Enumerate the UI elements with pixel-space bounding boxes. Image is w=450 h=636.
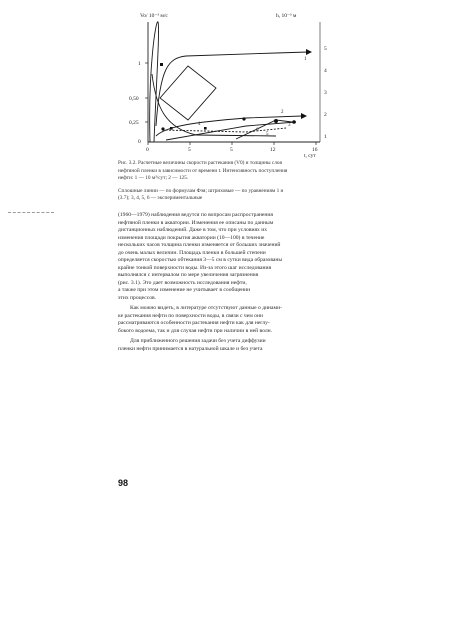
data-point bbox=[161, 127, 164, 130]
curve-label: 3 bbox=[288, 123, 291, 128]
curve-tall-loop bbox=[150, 22, 159, 142]
right-tick-label: 1 bbox=[324, 134, 327, 140]
text-line: Как можно видеть, в литературе отсутствуют данные о динами- bbox=[130, 305, 282, 311]
curve-label: 2 bbox=[281, 110, 284, 115]
margin-rule bbox=[8, 212, 54, 213]
y-axis-title: Vo/ 10⁻³ м/с bbox=[140, 13, 168, 19]
caption-line: (3.7); 3, 4, 5, 6 — экспериментальные bbox=[118, 195, 203, 202]
x-tick-label: 5 bbox=[230, 147, 233, 153]
text-line: нефтяной пленки в акватории. Изменения ее описаны по данным bbox=[118, 219, 274, 226]
right-tick-label: 4 bbox=[324, 68, 327, 74]
x-tick-label: 5 bbox=[188, 147, 191, 153]
curve-decay bbox=[152, 74, 276, 136]
curve-upper-flat bbox=[156, 52, 308, 126]
chart-curves bbox=[150, 22, 308, 142]
x-tick-label: 0 bbox=[146, 147, 149, 153]
curve-label: 5 bbox=[266, 132, 269, 137]
data-point bbox=[242, 117, 245, 120]
caption-line: Сплошные линии — по формулам Фэя; штриховые — по уравнениям 1 и bbox=[118, 187, 284, 194]
text-line: Для приближенного решения задачи без учета диффузии bbox=[130, 338, 266, 344]
data-point bbox=[160, 63, 163, 66]
right-tick-label: 5 bbox=[324, 46, 327, 52]
right-tick-label: 2 bbox=[324, 112, 327, 118]
arrow-head bbox=[306, 49, 312, 55]
arrow-head bbox=[301, 113, 307, 119]
y-tick-label: 0,25 bbox=[129, 120, 139, 126]
y-tick-label: 0 bbox=[138, 139, 141, 145]
body-text bbox=[118, 212, 334, 353]
text-line: дистанционных наблюдений. Даже в том, что при условиях их bbox=[118, 227, 268, 233]
data-point bbox=[292, 120, 296, 124]
curve-labels bbox=[198, 57, 307, 137]
x-ticks bbox=[146, 142, 318, 158]
text-line: до очень малых величин. Площадь пленки в большей степени bbox=[118, 249, 266, 256]
data-point bbox=[204, 127, 207, 130]
right-ticks bbox=[324, 46, 327, 140]
text-line: нескольких часов толщина пленки изменяется от больших значений bbox=[118, 242, 281, 248]
text-line: крайне тонкой поверхности воды. Из-за этого шаг исследования bbox=[118, 264, 272, 271]
x-tick-label: 16 bbox=[312, 147, 318, 153]
curve-label: 4 bbox=[198, 122, 201, 127]
right-tick-label: 3 bbox=[324, 90, 327, 96]
chart-markers bbox=[160, 49, 312, 131]
text-line: определяется скоростью обтекания 3—5 см в сутки вида образованы bbox=[118, 257, 283, 263]
curve-lower-arrow bbox=[156, 116, 302, 136]
curve-kite bbox=[160, 66, 216, 120]
text-line: рассматриваются особенности растекания нефти как для неглу- bbox=[118, 320, 270, 326]
text-line: выполнялся с интервалом по мере увеличения загрязнения bbox=[118, 272, 259, 278]
curve-label: 1 bbox=[304, 57, 307, 62]
curve-label: 6 bbox=[256, 128, 259, 133]
caption-line: нефти: 1 — 10 м³/сут; 2 — 125. bbox=[118, 175, 189, 182]
spreading-chart bbox=[126, 8, 330, 158]
figure-caption bbox=[118, 160, 332, 203]
caption-line: нефтяной пленки в зависимости от времени t. Интенсивность поступления bbox=[118, 167, 288, 174]
text-line: (рис. 3.1). Это дает возможность исследования нефти, bbox=[118, 279, 247, 286]
text-line: изменения площади покрытия акватории (10—100) в течение bbox=[118, 234, 265, 241]
x-axis-label: t, сут bbox=[304, 153, 316, 158]
data-point bbox=[170, 127, 173, 130]
y-tick-label: 0,50 bbox=[129, 96, 139, 102]
text-line: пленки нефти принимается в натуральной шкале и без учета bbox=[118, 345, 263, 352]
text-line: этих процессов. bbox=[118, 294, 157, 301]
data-point bbox=[274, 119, 278, 123]
y-ticks bbox=[129, 61, 148, 145]
page-number: 98 bbox=[118, 478, 129, 488]
text-line: (1960—1979) наблюдения ведутся по вопросам распространения bbox=[118, 212, 273, 218]
y-tick-label: 1 bbox=[138, 61, 141, 67]
text-line: бокого водоема, так и для случая нефти при наличии в ней волн. bbox=[118, 327, 273, 334]
caption-line: Рис. 3.2. Расчетные величины скорости растекания (V0) и толщины слоя bbox=[118, 160, 282, 166]
x-tick-label: 12 bbox=[270, 147, 276, 153]
text-line: ке растекания нефти по поверхности воды, в связи с чем они bbox=[118, 312, 263, 319]
right-axis-title: h, 10⁻³ м bbox=[276, 13, 297, 19]
text-line: а также при этом изменение не учитывает в сообщении bbox=[118, 287, 251, 293]
